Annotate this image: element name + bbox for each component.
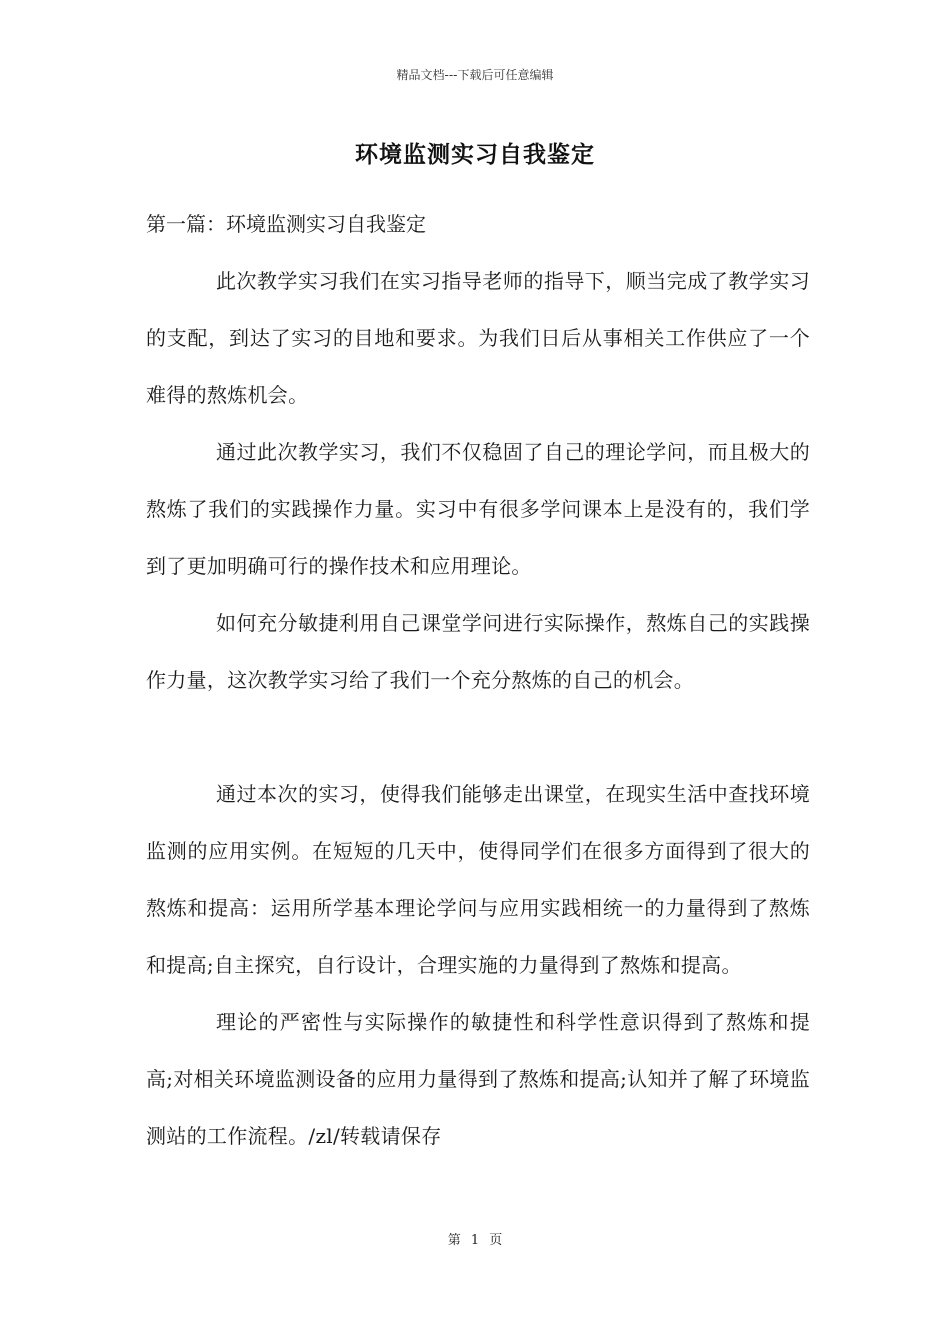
paragraph-2: 通过此次教学实习，我们不仅稳固了自己的理论学问，而且极大的熬炼了我们的实践操作力量。实习中有很多学问课本上是没有的，我们学到了更加明确可行的操作技术和应用理论。 — [146, 440, 810, 578]
document-title: 环境监测实习自我鉴定 — [355, 141, 595, 168]
document-body — [146, 196, 810, 1165]
header-note: 精品文档---下载后可任意编辑 — [396, 68, 554, 82]
paragraph-4: 通过本次的实习，使得我们能够走出课堂，在现实生活中查找环境监测的应用实例。在短短的几天中，使得同学们在很多方面得到了很大的熬炼和提高：运用所学基本理论学问与应用实践相统一的力量得到了熬炼和提高;自主探究，自行设计，合理实施的力量得到了熬炼和提高。 — [146, 782, 810, 977]
page-number: 1 — [470, 1233, 480, 1248]
page-footer — [0, 1229, 950, 1248]
footer-suffix: 页 — [489, 1233, 503, 1248]
footer-prefix: 第 — [447, 1233, 461, 1248]
paragraph-1: 此次教学实习我们在实习指导老师的指导下，顺当完成了教学实习的支配，到达了实习的目地和要求。为我们日后从事相关工作供应了一个难得的熬炼机会。 — [146, 269, 810, 407]
section-heading: 第一篇：环境监测实习自我鉴定 — [146, 212, 426, 236]
paragraph-5: 理论的严密性与实际操作的敏捷性和科学性意识得到了熬炼和提高;对相关环境监测设备的应用力量得到了熬炼和提高;认知并了解了环境监测站的工作流程。/zl/转载请保存 — [146, 1010, 810, 1148]
paragraph-3: 如何充分敏捷利用自己课堂学问进行实际操作，熬炼自己的实践操作力量，这次教学实习给了我们一个充分熬炼的自己的机会。 — [146, 611, 810, 692]
